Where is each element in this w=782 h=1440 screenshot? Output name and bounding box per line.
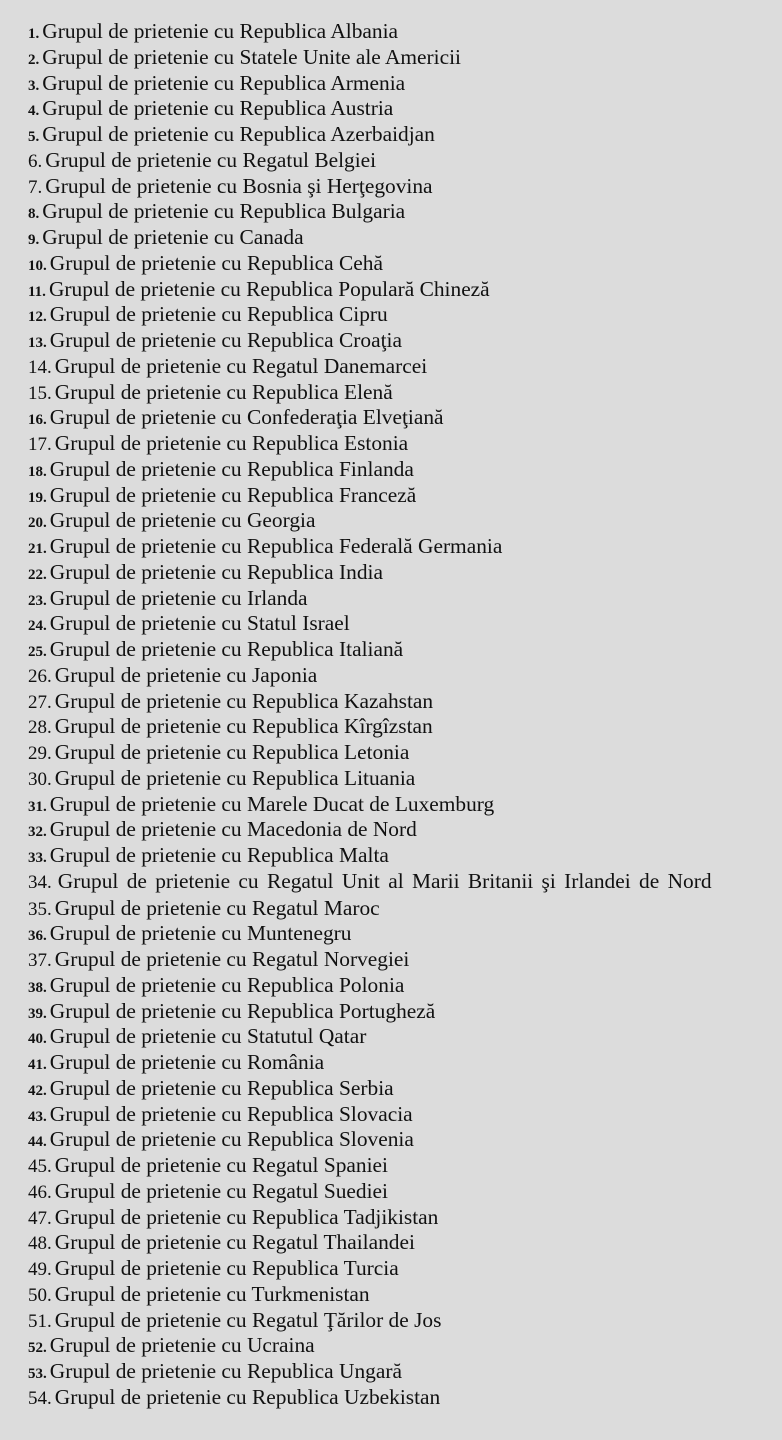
list-item bbox=[0, 1205, 782, 1231]
list-item-text: Grupul de prietenie cu Georgia bbox=[49, 508, 316, 533]
list-item bbox=[0, 71, 782, 97]
list-item bbox=[0, 714, 782, 740]
list-item bbox=[0, 947, 782, 973]
list-item bbox=[0, 689, 782, 715]
list-item bbox=[0, 1050, 782, 1076]
list-item-text: Grupul de prietenie cu Republica Lituania bbox=[54, 765, 416, 790]
list-item-number: 36. bbox=[28, 928, 47, 945]
list-item-text: Grupul de prietenie cu Regatul Spaniei bbox=[54, 1153, 388, 1177]
list-item-text: Grupul de prietenie cu Republica Bulgaria bbox=[42, 199, 406, 224]
list-item-number: 31. bbox=[28, 798, 47, 815]
list-item bbox=[0, 1333, 782, 1359]
list-item-number: 37. bbox=[28, 950, 52, 971]
list-item-text: Grupul de prietenie cu Regatul Norvegiei bbox=[54, 947, 410, 971]
list-item-text: Grupul de prietenie cu Republica India bbox=[49, 559, 383, 584]
list-item bbox=[0, 1256, 782, 1282]
list-item-text: Grupul de prietenie cu Regatul Maroc bbox=[54, 895, 380, 920]
list-item-number: 13. bbox=[28, 335, 47, 351]
list-item-text: Grupul de prietenie cu Republica Albania bbox=[42, 19, 399, 43]
list-item bbox=[0, 251, 782, 277]
list-item-number: 47. bbox=[28, 1207, 52, 1229]
list-item-text: Grupul de prietenie cu Republica Slovacia bbox=[49, 1101, 413, 1126]
list-item bbox=[0, 431, 782, 457]
list-item-text: Grupul de prietenie cu Republica Ungară bbox=[49, 1359, 402, 1383]
list-item-number: 48. bbox=[28, 1233, 52, 1255]
list-item-number: 3. bbox=[28, 77, 40, 94]
list-item bbox=[0, 999, 782, 1025]
list-item-number: 5. bbox=[28, 129, 40, 145]
list-item-number: 51. bbox=[28, 1310, 52, 1332]
list-item bbox=[0, 1076, 782, 1102]
list-item-text: Grupul de prietenie cu România bbox=[49, 1050, 325, 1074]
list-item-number: 29. bbox=[28, 743, 52, 764]
list-item-text: Grupul de prietenie cu Ucraina bbox=[49, 1333, 315, 1358]
list-item-number: 15. bbox=[28, 382, 52, 404]
list-item bbox=[0, 122, 782, 148]
list-item-number: 20. bbox=[28, 515, 47, 532]
list-item-number: 25. bbox=[28, 644, 47, 660]
list-item-number: 14. bbox=[28, 356, 52, 378]
list-item bbox=[0, 843, 782, 869]
list-item-text: Grupul de prietenie cu Republica Portugheză bbox=[49, 998, 436, 1023]
list-item-number: 8. bbox=[28, 206, 40, 223]
list-item bbox=[0, 174, 782, 200]
list-item-text: Grupul de prietenie cu Regatul Suediei bbox=[54, 1178, 388, 1203]
list-item bbox=[0, 45, 782, 71]
list-item-text: Grupul de prietenie cu Regatul Belgiei bbox=[45, 147, 377, 172]
list-item-number: 24. bbox=[28, 618, 47, 635]
list-item bbox=[0, 354, 782, 380]
list-item-text: Grupul de prietenie cu Marele Ducat de Luxemburg bbox=[49, 791, 495, 816]
list-item-text: Grupul de prietenie cu Muntenegru bbox=[49, 921, 352, 946]
list-item-number: 4. bbox=[28, 103, 40, 120]
list-item-text: Grupul de prietenie cu Republica Kîrgîzstan bbox=[54, 714, 433, 739]
list-item-number: 6. bbox=[28, 150, 43, 172]
list-item bbox=[0, 302, 782, 328]
list-item bbox=[0, 921, 782, 947]
list-item bbox=[0, 663, 782, 689]
list-item-number: 35. bbox=[28, 898, 52, 920]
list-item bbox=[0, 199, 782, 225]
list-item bbox=[0, 483, 782, 509]
list-item-number: 53. bbox=[28, 1366, 47, 1382]
list-item-text: Grupul de prietenie cu Statele Unite ale Americii bbox=[42, 44, 461, 69]
list-item-number: 32. bbox=[28, 824, 47, 841]
list-item-number: 1. bbox=[28, 26, 40, 42]
list-item bbox=[0, 1359, 782, 1385]
list-item bbox=[0, 457, 782, 483]
list-item-text: Grupul de prietenie cu Macedonia de Nord bbox=[49, 817, 417, 842]
list-item-number: 49. bbox=[28, 1259, 52, 1280]
list-item bbox=[0, 611, 782, 637]
list-item bbox=[0, 328, 782, 354]
list-item-text: Grupul de prietenie cu Turkmenistan bbox=[54, 1281, 370, 1306]
list-item-number: 9. bbox=[28, 232, 40, 248]
list-item-number: 30. bbox=[28, 768, 52, 790]
list-item bbox=[0, 508, 782, 534]
list-item-text: Grupul de prietenie cu Republica Armenia bbox=[42, 70, 406, 95]
list-item-text: Grupul de prietenie cu Republica Turcia bbox=[54, 1256, 399, 1280]
list-item bbox=[0, 1102, 782, 1128]
list-item bbox=[0, 1179, 782, 1205]
list-item bbox=[0, 896, 782, 922]
list-item-number: 33. bbox=[28, 850, 47, 866]
list-item-text: Grupul de prietenie cu Republica Tadjikistan bbox=[54, 1204, 439, 1229]
list-item-number: 50. bbox=[28, 1284, 52, 1306]
list-item-text: Grupul de prietenie cu Republica Cehă bbox=[49, 250, 383, 275]
list-item-number: 43. bbox=[28, 1108, 47, 1125]
list-item bbox=[0, 766, 782, 792]
list-item-text: Grupul de prietenie cu Republica Serbia bbox=[49, 1075, 394, 1100]
list-item bbox=[0, 817, 782, 843]
list-item-text: Grupul de prietenie cu Statul Israel bbox=[49, 611, 350, 636]
list-item-text: Grupul de prietenie cu Republica Uzbekistan bbox=[54, 1384, 441, 1409]
list-item-number: 10. bbox=[28, 257, 47, 274]
list-item-text: Grupul de prietenie cu Japonia bbox=[54, 662, 318, 687]
list-item-number: 2. bbox=[28, 51, 40, 68]
list-item bbox=[0, 1308, 782, 1334]
list-item-text: Grupul de prietenie cu Republica Finlanda bbox=[49, 456, 414, 481]
list-item bbox=[0, 1385, 782, 1411]
list-item-text: Grupul de prietenie cu Republica Letonia bbox=[54, 740, 410, 764]
list-item bbox=[0, 586, 782, 612]
list-item-text: Grupul de prietenie cu Republica Populară Chineză bbox=[48, 276, 490, 301]
list-item bbox=[0, 869, 782, 896]
list-item-text: Grupul de prietenie cu Republica Elenă bbox=[54, 379, 393, 404]
list-item bbox=[0, 225, 782, 251]
list-item-number: 40. bbox=[28, 1031, 47, 1048]
list-item-text: Grupul de prietenie cu Republica Federală Germania bbox=[49, 534, 503, 558]
list-item bbox=[0, 96, 782, 122]
list-item-text: Grupul de prietenie cu Regatul Ţărilor de Jos bbox=[54, 1307, 442, 1332]
friendship-groups-list bbox=[0, 19, 782, 1411]
list-item-text: Grupul de prietenie cu Statutul Qatar bbox=[49, 1024, 367, 1049]
list-item-number: 17. bbox=[28, 434, 52, 455]
list-item bbox=[0, 1230, 782, 1256]
list-item-number: 39. bbox=[28, 1005, 47, 1022]
list-item-text: Grupul de prietenie cu Bosnia şi Herţegovina bbox=[45, 173, 433, 198]
list-item-text: Grupul de prietenie cu Regatul Danemarcei bbox=[54, 353, 428, 378]
list-item bbox=[0, 1153, 782, 1179]
list-item-number: 54. bbox=[28, 1387, 52, 1409]
list-item-text: Grupul de prietenie cu Republica Slovenia bbox=[49, 1127, 414, 1152]
list-item-text: Grupul de prietenie cu Republica Cipru bbox=[49, 302, 388, 327]
list-item-text: Grupul de prietenie cu Republica Kazahstan bbox=[54, 688, 434, 713]
list-item-number: 45. bbox=[28, 1156, 52, 1177]
list-item-text: Grupul de prietenie cu Republica Azerbaidjan bbox=[42, 122, 435, 146]
list-item-text: Grupul de prietenie cu Confederaţia Elveţiană bbox=[49, 405, 444, 430]
list-item bbox=[0, 740, 782, 766]
list-item-number: 27. bbox=[28, 691, 52, 713]
list-item-number: 52. bbox=[28, 1340, 47, 1357]
list-item bbox=[0, 1282, 782, 1308]
list-item-number: 41. bbox=[28, 1057, 47, 1073]
list-item-number: 21. bbox=[28, 541, 47, 557]
list-item-text: Grupul de prietenie cu Republica Croaţia bbox=[49, 328, 402, 352]
list-item-text: Grupul de prietenie cu Irlanda bbox=[49, 585, 308, 610]
list-item-number: 11. bbox=[28, 283, 46, 300]
list-item-text: Grupul de prietenie cu Republica Austria bbox=[42, 96, 394, 121]
list-item-number: 42. bbox=[28, 1082, 47, 1099]
list-item bbox=[0, 637, 782, 663]
list-item-text: Grupul de prietenie cu Republica Malta bbox=[49, 843, 389, 867]
list-item bbox=[0, 792, 782, 818]
list-item-number: 16. bbox=[28, 412, 47, 429]
list-item-number: 18. bbox=[28, 463, 47, 480]
list-item-number: 26. bbox=[28, 665, 52, 687]
list-item-text: Grupul de prietenie cu Regatul Thailandei bbox=[54, 1230, 415, 1255]
list-item bbox=[0, 1024, 782, 1050]
list-item-number: 22. bbox=[28, 566, 47, 583]
list-item-text: Grupul de prietenie cu Republica Estonia bbox=[54, 431, 409, 455]
list-item bbox=[0, 148, 782, 174]
list-item-number: 7. bbox=[28, 176, 43, 198]
list-item-number: 44. bbox=[28, 1134, 47, 1151]
list-item bbox=[0, 380, 782, 406]
list-item-number: 28. bbox=[28, 717, 52, 739]
list-item bbox=[0, 534, 782, 560]
list-item bbox=[0, 1127, 782, 1153]
list-item-number: 34. bbox=[28, 871, 52, 893]
list-item-text: Grupul de prietenie cu Republica Italiană bbox=[49, 637, 404, 661]
list-item-number: 23. bbox=[28, 592, 47, 609]
list-item bbox=[0, 19, 782, 45]
list-item-number: 38. bbox=[28, 979, 47, 996]
list-item-text: Grupul de prietenie cu Republica Franceză bbox=[49, 482, 417, 507]
list-item-number: 19. bbox=[28, 489, 47, 506]
list-item-text: Grupul de prietenie cu Republica Polonia bbox=[49, 972, 405, 997]
list-item bbox=[0, 560, 782, 586]
list-item-number: 46. bbox=[28, 1181, 52, 1203]
list-item-text: Grupul de prietenie cu Regatul Unit al Marii Britanii şi Irlandei de Nord bbox=[57, 868, 712, 893]
list-item bbox=[0, 973, 782, 999]
list-item-number: 12. bbox=[28, 309, 47, 326]
list-item-text: Grupul de prietenie cu Canada bbox=[42, 225, 304, 249]
list-item bbox=[0, 277, 782, 303]
list-item bbox=[0, 405, 782, 431]
